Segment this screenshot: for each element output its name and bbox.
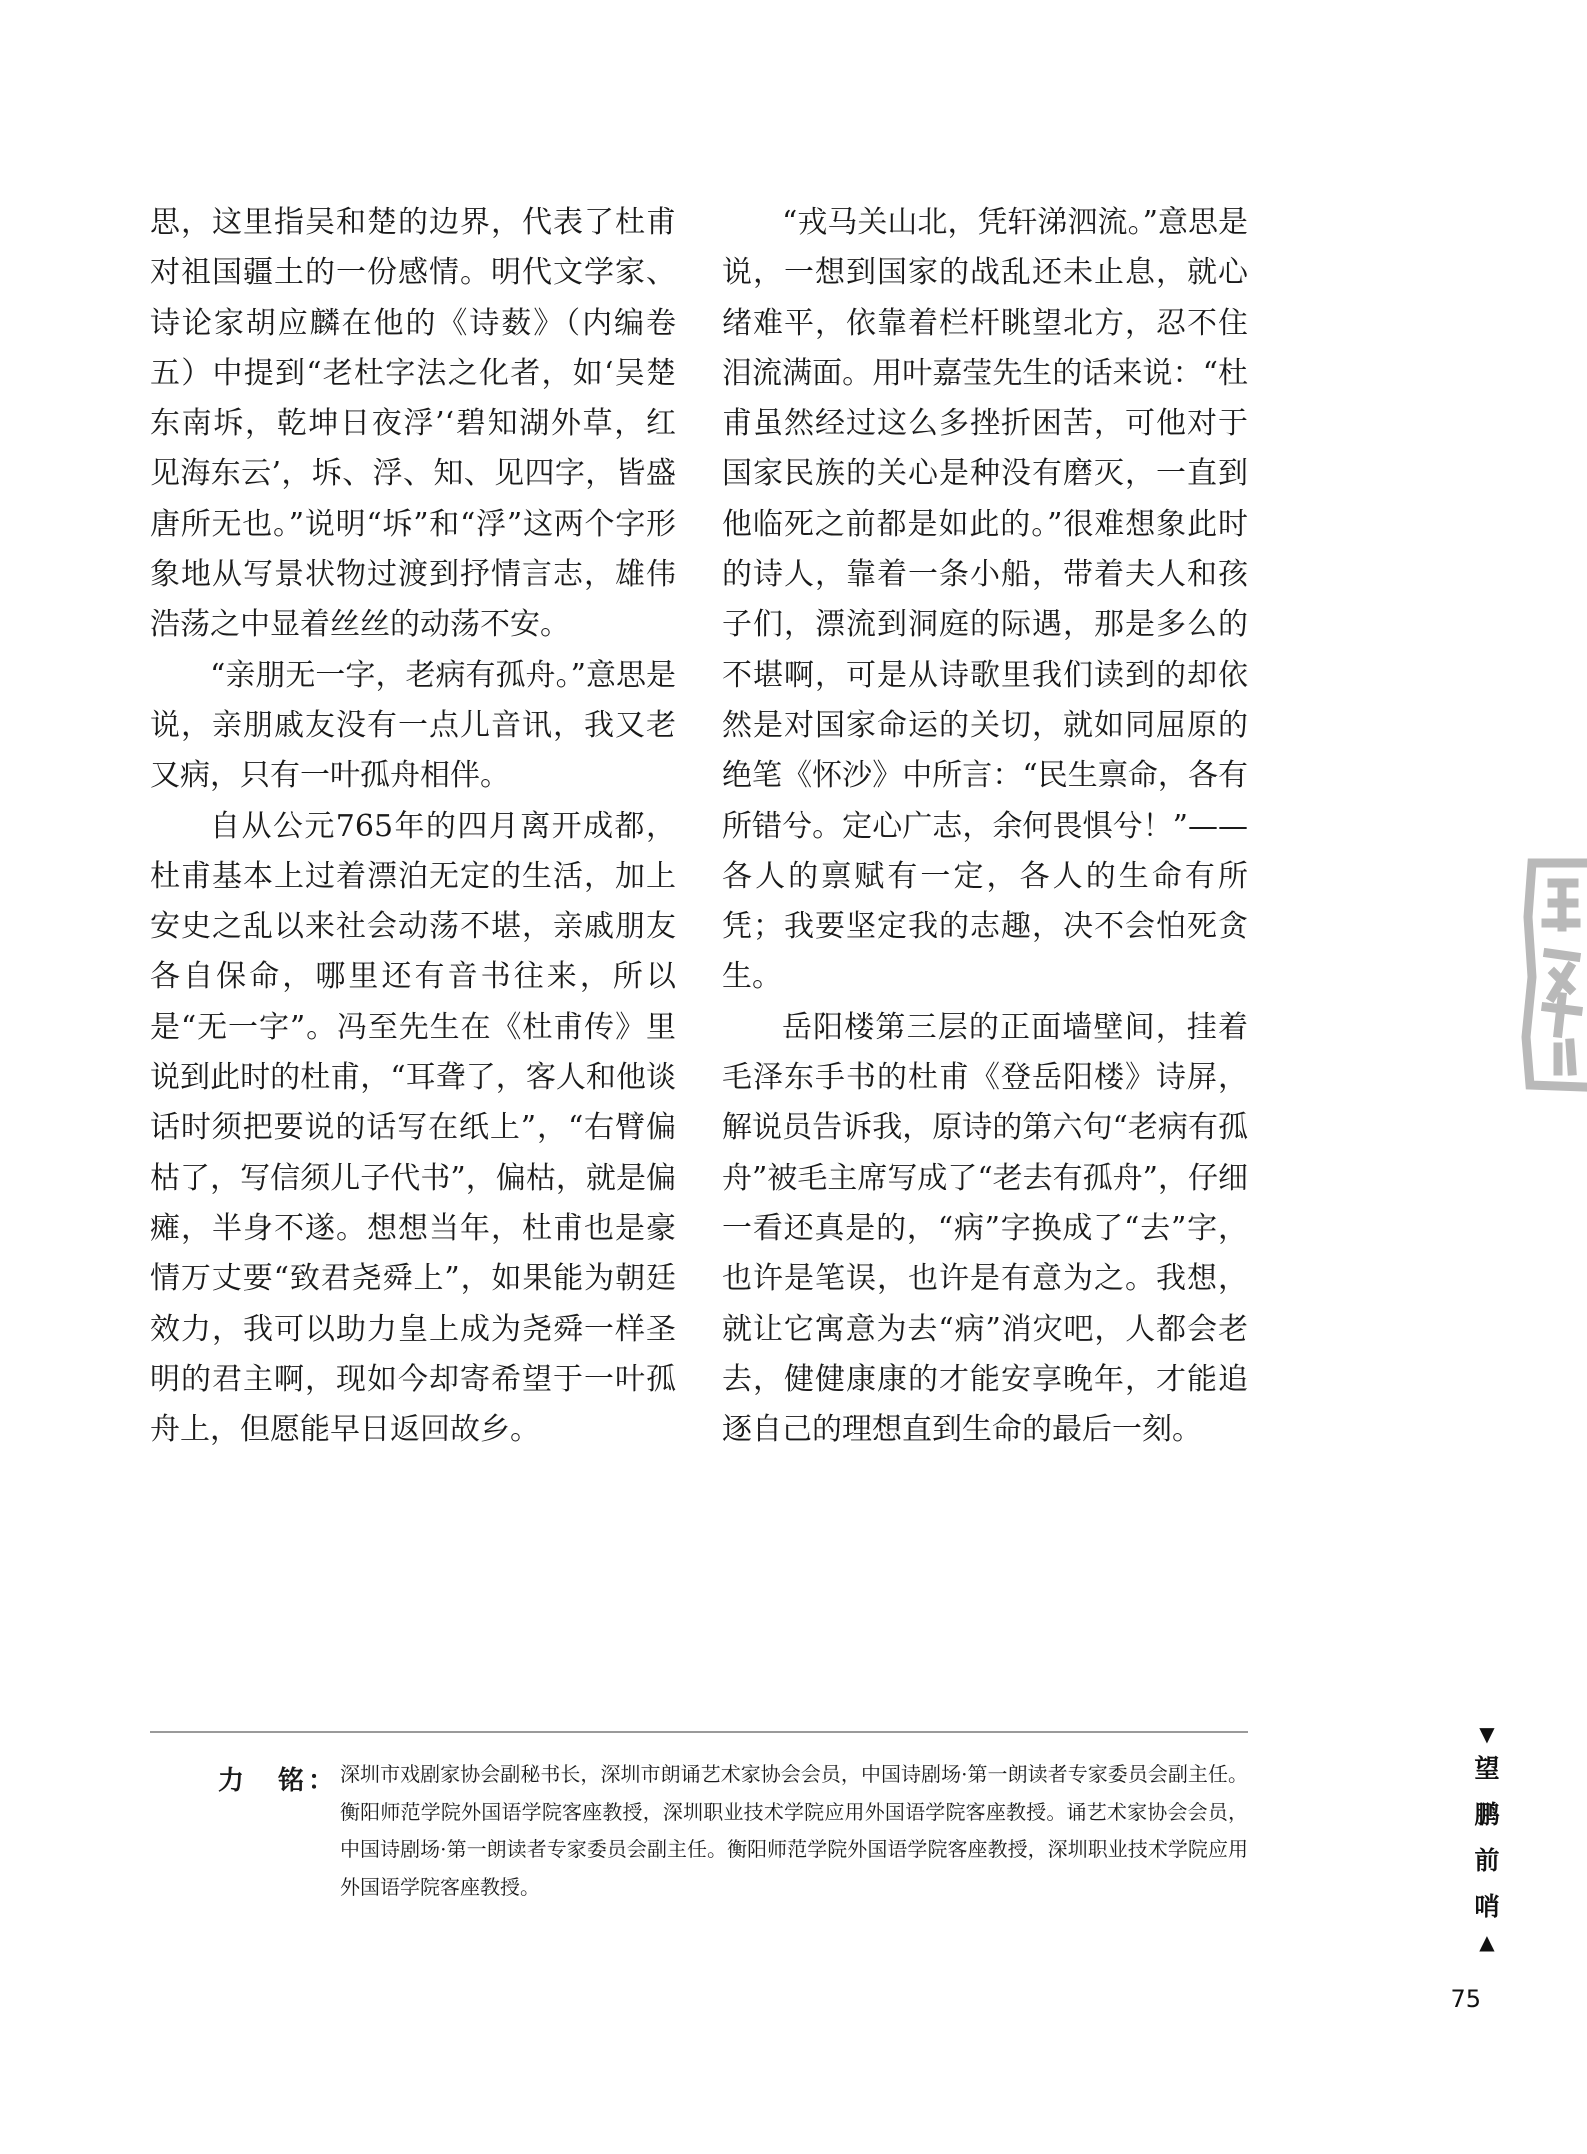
bio-line-2: 专家委员会副主任。衡阳师范学院外国语学院客座教授，深圳职业技术学院应用外国 [340, 1762, 1249, 1824]
bio-line-1: 深圳市戏剧家协会副秘书长，深圳市朗诵艺术家协会会员，中国诗剧场·第一朗读者 [340, 1762, 1068, 1786]
side-char-2: 鹏 [1474, 1800, 1500, 1829]
author-bio [217, 1756, 1249, 1906]
author-name: 力 铭： [217, 1766, 338, 1796]
side-char-3: 前 [1474, 1846, 1500, 1875]
left-paragraph-1: 思，这里指吴和楚的边界，代表了杜甫对祖国疆土的一份感情。明代文学家、诗论家胡应麟在他的《诗薮》（内编卷五）中提到“老杜字法之化者，如‘吴楚东南坼，乾坤日夜浮’‘碧知湖外草，红见海东云’，坼、浮、知、见四字，皆盛唐所无也。”说明“坼”和“浮”这两个字形象地从写景状物过渡到抒情言志，雄伟浩荡之中显着丝丝的动荡不安。 [150, 205, 676, 643]
right-paragraph-2: 岳阳楼第三层的正面墙壁间，挂着毛泽东手书的杜甫《登岳阳楼》诗屏，解说员告诉我，原诗的第六句“老病有孤舟”被毛主席写成了“老去有孤舟”，仔细一看还真是的，“病”字换成了“去”字，也许是笔误，也许是有意为之。我想，就让它寓意为去“病”消灾吧，人都会老去，健健康康的才能安享晚年，才能追逐自己的理想直到生命的最后一刻。 [722, 1009, 1249, 1448]
triangle-down-icon: ▼ [1479, 1722, 1495, 1746]
page-number: 75 [1450, 1985, 1481, 2013]
right-paragraph-1: “戎马关山北，凭轩涕泗流。”意思是说，一想到国家的战乱还未止息，就心绪难平，依靠着栏杆眺望北方，忍不住泪流满面。用叶嘉莹先生的话来说：“杜甫虽然经过这么多挫折困苦，可他对于国家民族的关心是种没有磨灭，一直到他临死之前都是如此的。”很难想象此时的诗人，靠着一条小船，带着夫人和孩子们，漂流到洞庭的际遇，那是多么的不堪啊，可是从诗歌里我们读到的却依然是对国家命运的关切，就如同屈原的绝笔《怀沙》中所言：“民生禀命，各有所错兮。定心广志，余何畏惧兮！”——各人的禀赋有一定，各人的生命有所凭；我要坚定我的志趣，决不会怕死贪生。 [722, 205, 1248, 995]
left-paragraph-2: “亲朋无一字，老病有孤舟。”意思是说，亲朋戚友没有一点儿音讯，我又老又病，只有一叶孤舟相伴。 [150, 657, 676, 794]
left-paragraph-3: 自从公元765年的四月离开成都，杜甫基本上过着漂泊无定的生活，加上安史之乱以来社会动荡不堪，亲戚朋友各自保命，哪里还有音书往来，所以是“无一字”。冯至先生在《杜甫传》里说到此时的杜甫，“耳聋了，客人和他谈话时须把要说的话写在纸上”，“右臂偏枯了，写信须儿子代书”，偏枯，就是偏瘫，半身不遂。想想当年，杜甫也是豪情万丈要“致君尧舜上”，如果能为朝廷效力，我可以助力皇上成为尧舜一样圣明的君主啊，现如今却寄希望于一叶孤舟上，但愿能早日返回故乡。 [150, 808, 676, 1448]
triangle-up-icon: ▲ [1479, 1930, 1495, 1954]
seal-stamp-icon [1518, 857, 1587, 1093]
bio-line-3: 语学院客座教授。诵艺术家协会会员，中国诗剧场·第一朗读者专家委员会副主任。 [340, 1799, 1249, 1861]
bio-line-4: 衡阳师范学院外国语学院客座教授，深圳职业技术学院应用外国语学院客座教授。 [340, 1837, 1249, 1899]
side-char-4: 哨 [1474, 1892, 1500, 1921]
right-column [722, 198, 1248, 1455]
side-char-1: 望 [1474, 1754, 1500, 1783]
left-column [150, 198, 676, 1455]
magazine-side-label [1473, 1722, 1501, 1954]
footnote-divider [150, 1731, 1248, 1733]
author-bio-text [340, 1756, 1248, 1906]
